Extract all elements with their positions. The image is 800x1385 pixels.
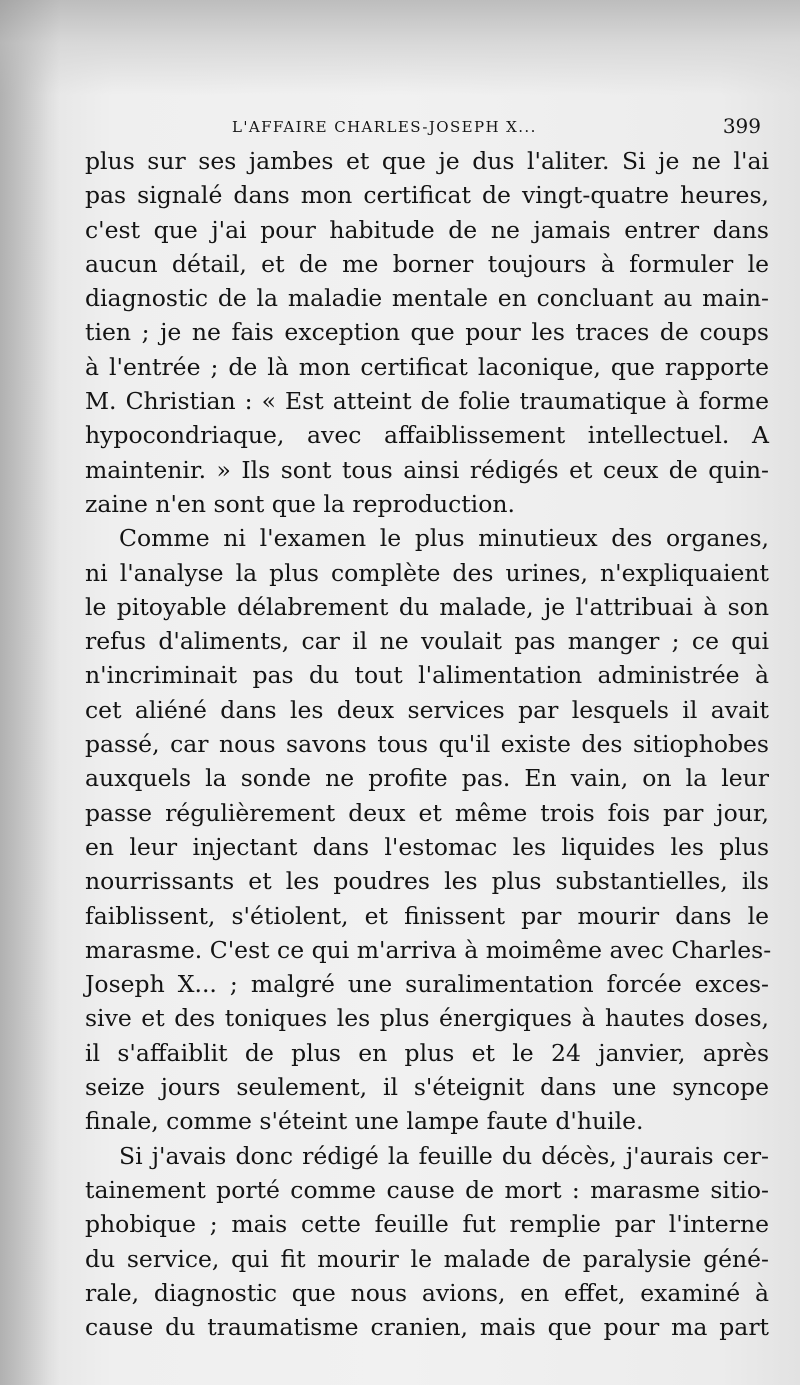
text-line: aucun détail, et de me borner toujours à formuler le	[85, 249, 769, 278]
text-line: en leur injectant dans l'estomac les liquides les plus	[85, 832, 769, 861]
text-line: tainement porté comme cause de mort : marasme sitio-	[85, 1175, 769, 1204]
paragraph-start-line: Comme ni l'examen le plus minutieux des organes,	[119, 524, 769, 553]
text-line: refus d'aliments, car il ne voulait pas manger ; ce qui	[85, 627, 769, 656]
scan-shadow-top	[0, 0, 800, 95]
text-line: phobique ; mais cette feuille fut remplie par l'interne	[85, 1210, 769, 1239]
text-line: seize jours seulement, il s'éteignit dans une syncope	[85, 1073, 769, 1102]
paragraph-start-line: Si j'avais donc rédigé la feuille du décès, j'aurais cer-	[119, 1141, 769, 1170]
book-page	[85, 108, 772, 1344]
text-line: pas signalé dans mon certificat de vingt-quatre heures,	[85, 181, 769, 210]
scan-shadow-left	[0, 0, 60, 1385]
text-line: M. Christian : « Est atteint de folie traumatique à forme	[85, 387, 769, 416]
running-head	[85, 108, 769, 144]
text-line: faiblissent, s'étiolent, et finissent par mourir dans le	[85, 901, 769, 930]
paragraph-end-line: zaine n'en sont que la reproduction.	[85, 489, 515, 518]
text-line: rale, diagnostic que nous avions, en effet, examiné à	[85, 1278, 769, 1307]
text-line: cause du traumatisme cranien, mais que pour ma part	[85, 1313, 769, 1342]
text-line: passe régulièrement deux et même trois fois par jour,	[85, 798, 769, 827]
text-line: plus sur ses jambes et que je dus l'aliter. Si je ne l'ai	[85, 147, 769, 175]
page-number: 399	[722, 114, 761, 138]
body-text	[85, 144, 772, 1344]
text-line: du service, qui fit mourir le malade de paralysie géné-	[85, 1244, 769, 1273]
text-line: marasme. C'est ce qui m'arriva à moimême avec Charles-	[85, 935, 772, 964]
text-line: il s'affaiblit de plus en plus et le 24 janvier, après	[85, 1038, 769, 1067]
text-line: ni l'analyse la plus complète des urines, n'expliquaient	[85, 558, 769, 587]
text-line: Joseph X... ; malgré une suralimentation forcée exces-	[85, 970, 769, 999]
paragraph-end-line: finale, comme s'éteint une lampe faute d'huile.	[85, 1107, 644, 1136]
text-line: à l'entrée ; de là mon certificat laconique, que rapporte	[85, 352, 769, 381]
text-line: sive et des toniques les plus énergiques à hautes doses,	[85, 1004, 769, 1033]
text-line: diagnostic de la maladie mentale en concluant au main-	[85, 284, 769, 313]
text-line: cet aliéné dans les deux services par lesquels il avait	[85, 695, 769, 724]
text-line: le pitoyable délabrement du malade, je l'attribuai à son	[85, 592, 769, 621]
text-line: c'est que j'ai pour habitude de ne jamais entrer dans	[85, 215, 769, 244]
text-line: auxquels la sonde ne profite pas. En vain, on la leur	[85, 764, 769, 793]
running-title: L'AFFAIRE CHARLES-JOSEPH X...	[232, 118, 537, 136]
text-line: hypocondriaque, avec affaiblissement intellectuel. A	[85, 421, 769, 450]
text-line: n'incriminait pas du tout l'alimentation administrée à	[85, 661, 769, 690]
text-line: passé, car nous savons tous qu'il existe des sitiophobes	[85, 730, 769, 759]
text-line: maintenir. » Ils sont tous ainsi rédigés et ceux de quin-	[85, 455, 769, 484]
text-line: tien ; je ne fais exception que pour les traces de coups	[85, 318, 769, 347]
text-line: nourrissants et les poudres les plus substantielles, ils	[85, 867, 769, 896]
